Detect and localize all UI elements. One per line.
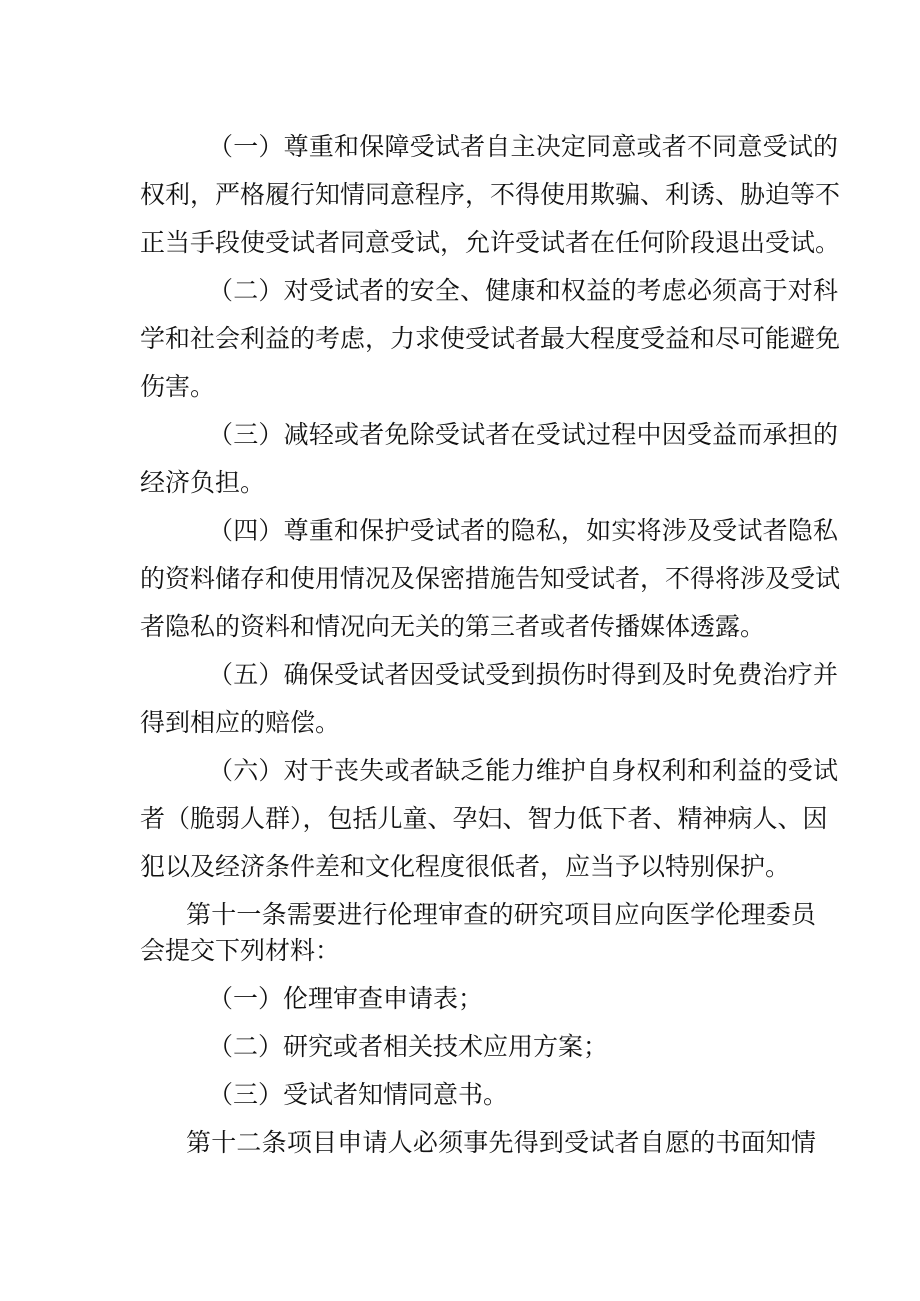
paragraph-5-line-1: （五）确保受试者因受试受到损伤时得到及时免费治疗并 <box>208 660 838 689</box>
paragraph-2-line-1: （二）对受试者的安全、健康和权益的考虑必须高于对科 <box>208 276 838 305</box>
paragraph-3-line-1: （三）减轻或者免除受试者在受试过程中因受益而承担的 <box>208 420 838 449</box>
paragraph-4-line-2: 的资料储存和使用情况及保密措施告知受试者，不得将涉及受试 <box>140 564 841 593</box>
list-item-1: （一）伦理审查申请表； <box>208 984 484 1013</box>
paragraph-2-line-2: 学和社会利益的考虑，力求使受试者最大程度受益和尽可能避免 <box>140 324 841 353</box>
article-11-line-2: 会提交下列材料： <box>140 936 341 965</box>
paragraph-1-line-1: （一）尊重和保障受试者自主决定同意或者不同意受试的 <box>208 132 838 161</box>
paragraph-1-line-2: 权利，严格履行知情同意程序，不得使用欺骗、利诱、胁迫等不 <box>140 180 841 209</box>
paragraph-1-line-3: 正当手段使受试者同意受试，允许受试者在任何阶段退出受试。 <box>140 228 841 257</box>
paragraph-4-line-3: 者隐私的资料和情况向无关的第三者或者传播媒体透露。 <box>140 612 766 641</box>
paragraph-5-line-2: 得到相应的赔偿。 <box>140 708 341 737</box>
paragraph-6-line-2: 者（脆弱人群），包括儿童、孕妇、智力低下者、精神病人、因 <box>140 804 828 833</box>
article-11-line-1: 第十一条需要进行伦理审查的研究项目应向医学伦理委员 <box>186 900 816 929</box>
paragraph-4-line-1: （四）尊重和保护受试者的隐私，如实将涉及受试者隐私 <box>208 516 838 545</box>
article-12-line-1: 第十二条项目申请人必须事先得到受试者自愿的书面知情 <box>186 1128 816 1157</box>
paragraph-3-line-2: 经济负担。 <box>140 468 266 497</box>
list-item-2: （二）研究或者相关技术应用方案； <box>208 1032 609 1061</box>
list-item-3: （三）受试者知情同意书。 <box>208 1080 509 1109</box>
paragraph-6-line-1: （六）对于丧失或者缺乏能力维护自身权利和利益的受试 <box>208 756 838 785</box>
paragraph-6-line-3: 犯以及经济条件差和文化程度很低者，应当予以特别保护。 <box>140 852 791 881</box>
paragraph-2-line-3: 伤害。 <box>140 372 216 401</box>
